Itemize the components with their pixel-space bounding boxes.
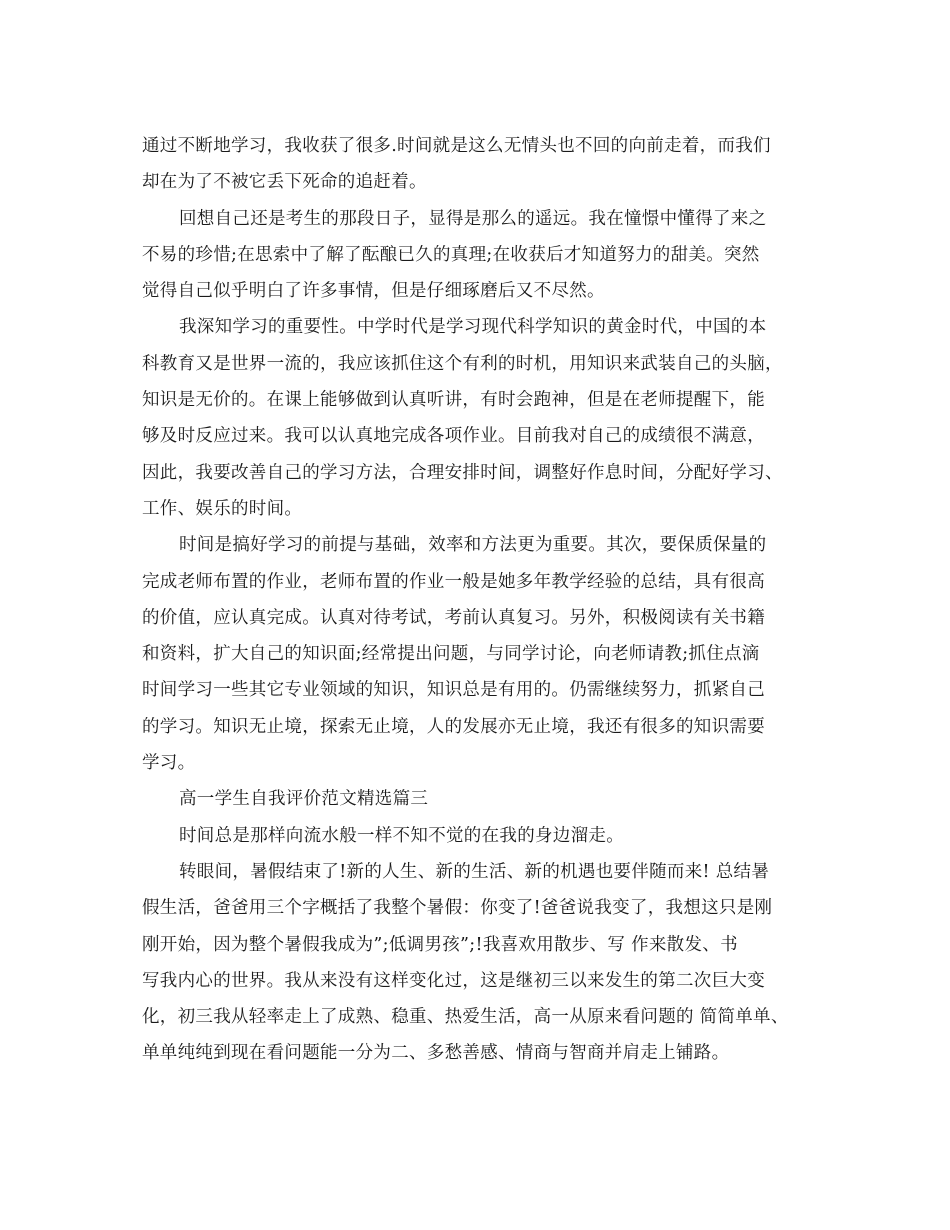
text-line: 时间学习一些其它专业领域的知识，知识总是有用的。仍需继续努力，抓紧自己	[142, 680, 765, 701]
text-line: 化，初三我从轻率走上了成熟、稳重、热爱生活，高一从原来看问题的 简简单单、	[142, 1007, 789, 1028]
text-line: 够及时反应过来。我可以认真地完成各项作业。目前我对自己的成绩很不满意，	[142, 426, 765, 447]
text-line: 和资料，扩大自己的知识面;经常提出问题，与同学讨论，向老师请教;抓住点滴	[142, 644, 760, 665]
text-line: 假生活，爸爸用三个字概括了我整个暑假：你变了!爸爸说我变了，我想这只是刚	[142, 898, 773, 919]
text-line: 单单纯纯到现在看问题能一分为二、多愁善感、情商与智商并肩走上铺路。	[142, 1043, 730, 1064]
text-line: 工作、娱乐的时间。	[142, 498, 303, 519]
text-line: 回想自己还是考生的那段日子，显得是那么的遥远。我在憧憬中懂得了来之	[179, 208, 767, 229]
text-line: 因此，我要改善自己的学习方法，合理安排时间，调整好作息时间，分配好学习、	[142, 462, 783, 483]
text-line: 的价值，应认真完成。认真对待考试，考前认真复习。另外，积极阅读有关书籍	[142, 607, 765, 628]
text-line: 转眼间，暑假结束了!新的人生、新的生活、新的机遇也要伴随而来! 总结暑	[179, 861, 770, 882]
text-line: 时间是搞好学习的前提与基础，效率和方法更为重要。其次，要保质保量的	[179, 535, 767, 556]
text-line: 刚开始，因为整个暑假我成为”;低调男孩”;!我喜欢用散步、写 作来散发、书	[142, 934, 738, 955]
text-line: 知识是无价的。在课上能够做到认真听讲，有时会跑神，但是在老师提醒下，能	[142, 390, 765, 411]
text-line: 我深知学习的重要性。中学时代是学习现代科学知识的黄金时代，中国的本	[179, 317, 767, 338]
text-line: 科教育又是世界一流的，我应该抓住这个有利的时机，用知识来武装自己的头脑，	[142, 353, 783, 374]
text-line: 时间总是那样向流水般一样不知不觉的在我的身边溜走。	[179, 825, 624, 846]
text-line: 却在为了不被它丢下死命的追赶着。	[142, 172, 427, 193]
text-line: 完成老师布置的作业，老师布置的作业一般是她多年教学经验的总结，具有很高	[142, 571, 765, 592]
text-line: 的学习。知识无止境，探索无止境，人的发展亦无止境，我还有很多的知识需要	[142, 716, 765, 737]
text-line: 学习。	[142, 753, 196, 774]
text-line: 写我内心的世界。我从来没有这样变化过，这是继初三以来发生的第二次巨大变	[142, 970, 765, 991]
text-line: 觉得自己似乎明白了许多事情，但是仔细琢磨后又不尽然。	[142, 281, 605, 302]
text-line: 高一学生自我评价范文精选篇三	[179, 789, 429, 810]
text-line: 不易的珍惜;在思索中了解了酝酿已久的真理;在收获后才知道努力的甜美。突然	[142, 244, 760, 265]
text-line: 通过不断地学习，我收获了很多.时间就是这么无情头也不回的向前走着，而我们	[142, 136, 771, 156]
document-body	[142, 128, 822, 1072]
